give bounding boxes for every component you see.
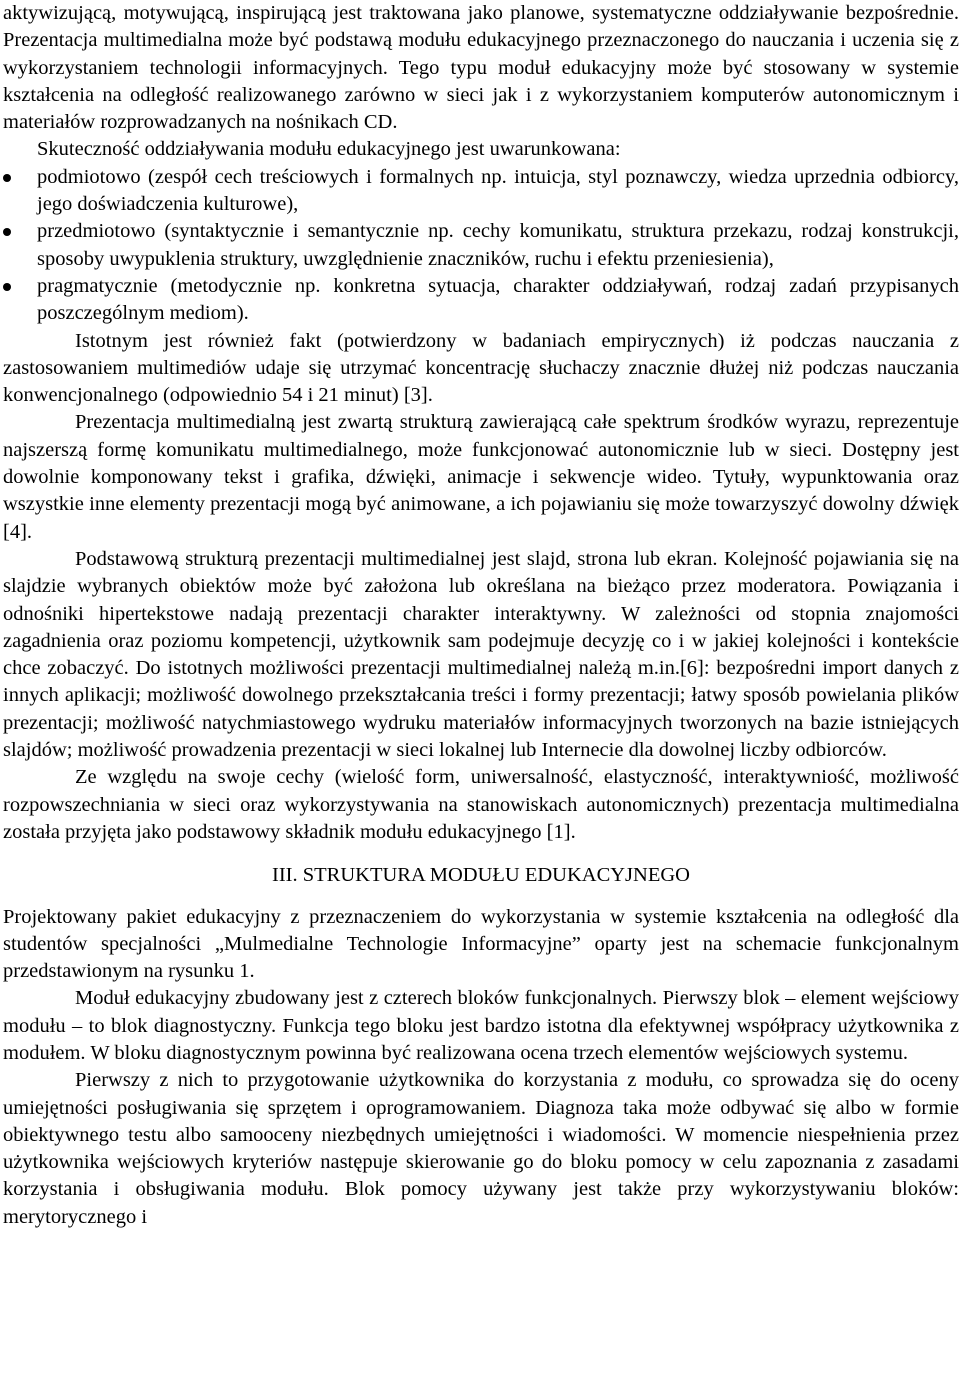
bullet-icon: [3, 228, 11, 236]
bullet-icon: [3, 283, 11, 291]
list-item: [3, 273, 959, 328]
paragraph-continuation: aktywizującą, motywującą, inspirującą jest traktowana jako planowe, systematyczne oddziaływanie bezpośrednie. Prezentacja multimedialna może być podstawą modułu edukacyjnego przeznaczonego do nauczania i uczenia się z wykorzystaniem technologii informacyjnych. Tego typu moduł edukacyjny może być stosowany w systemie kształcenia na odległość realizowanego zarówno w sieci jak i z wykorzystaniem komputerów autonomicznym i materiałów rozprowadzanych na nośnikach CD.: [3, 2, 959, 134]
paragraph-blocks: Moduł edukacyjny zbudowany jest z czterech bloków funkcjonalnych. Pierwszy blok – element wejściowy modułu – to blok diagnostyczny. Funkcja tego bloku jest bardzo istotna dla efektywnej współpracy użytkownika z modułem. W bloku diagnostycznym powinna być realizowana ocena trzech elementów wejściowych systemu.: [3, 987, 959, 1064]
paragraph-concentration: Istotnym jest również fakt (potwierdzony w badaniach empirycznych) iż podczas nauczania z zastosowaniem multimediów udaje się utrzymać koncentrację słuchaczy znacznie dłużej niż podczas nauczania konwencjonalnego (odpowiednio 54 i 21 minut) [3].: [3, 329, 959, 407]
list-item: [3, 164, 959, 219]
paragraph-project: Projektowany pakiet edukacyjny z przeznaczeniem do wykorzystania w systemie kształcenia na odległość dla studentów specjalności „Mulmedialne Technologie Informacyjne” oparty jest na schemacie funkcjonalnym przedstawionym na rysunku 1.: [3, 905, 959, 983]
conditions-list: [3, 164, 959, 328]
section-heading: III. STRUKTURA MODUŁU EDUKACYJNEGO: [272, 864, 690, 887]
list-item: [3, 218, 959, 273]
paragraph-slide: Podstawową strukturą prezentacji multimedialnej jest slajd, strona lub ekran. Kolejność pojawiania się na slajdzie wybranych obiektów może być założona lub określana na bieżąco przez moderatora. Powiązania i odnośniki hipertekstowe nadają prezentacji charakter interaktywny. W zależności od stopnia znajomości zagadnienia oraz poziomu kompetencji, użytkownik sam podejmuje decyzję co i w jakiej kolejności i kontekście chce zobaczyć. Do istotnych możliwości prezentacji multimedialnej należą m.in.[6]: bezpośredni import danych z innych aplikacji; możliwość dowolnego przekształcania treści i formy prezentacji; łatwy sposób powielania plików prezentacji; możliwość natychmiastowego wydruku materiałów informacyjnych tworzonych na bazie istniejących slajdów; możliwość prowadzenia prezentacji w sieci lokalnej lub Internecie dla dowolnej liczby odbiorców.: [3, 547, 959, 762]
list-item-text: przedmiotowo (syntaktycznie i semantycznie np. cechy komunikatu, struktura przekazu, rodzaj konstrukcji, sposoby uwypuklenia struktury, uwzględnienie znaczników, ruchu i efektu przeniesienia),: [37, 220, 959, 270]
bullet-icon: [3, 174, 11, 182]
list-item-text: podmiotowo (zespół cech treściowych i formalnych np. intuicja, styl poznawczy, wiedza uprzednia odbiorcy, jego doświadczenia kulturowe),: [37, 165, 959, 216]
conditions-intro: Skuteczność oddziaływania modułu edukacyjnego jest uwarunkowana:: [37, 138, 621, 161]
paragraph-features: Ze względu na swoje cechy (wielość form, uniwersalność, elastyczność, interaktywniość, możliwość rozpowszechniania w sieci oraz wykorzystywania na stanowiskach autonomicznych) prezentacja multimedialna została przyjęta jako podstawowy składnik modułu edukacyjnego [1].: [3, 766, 959, 843]
paragraph-first-element: Pierwszy z nich to przygotowanie użytkownika do korzystania z modułu, co sprowadza się do oceny umiejętności posługiwania się sprzętem i oprogramowaniem. Diagnoza taka może odbywać się albo w formie obiektywnego testu albo samooceny niezbędnych umiejętności i wiadomości. W momencie niespełnienia przez użytkownika wejściowych kryteriów następuje skierowanie go do bloku pomocy w celu zapoznania z zasadami korzystania i obsługiwania modułu. Blok pomocy używany jest także przy wykorzystywaniu bloków: merytorycznego i: [3, 1069, 959, 1228]
list-item-text: pragmatycznie (metodycznie np. konkretna sytuacja, charakter oddziaływań, rodzaj zadań przypisanych poszczególnym mediom).: [37, 274, 959, 325]
paragraph-presentation-structure: Prezentacja multimedialną jest zwartą strukturą zawierającą całe spektrum środków wyrazu, reprezentuje najszerszą formę komunikatu multimedialnego, może funkcjonować autonomicznie lub w sieci. Dostępny jest dowolnie komponowany tekst i grafika, dźwięki, animacje i sekwencje wideo. Tytuły, wypunktowania oraz wszystkie inne elementy prezentacji mogą być animowane, a ich pojawianiu się może towarzyszyć dowolny dźwięk [4].: [3, 411, 959, 543]
